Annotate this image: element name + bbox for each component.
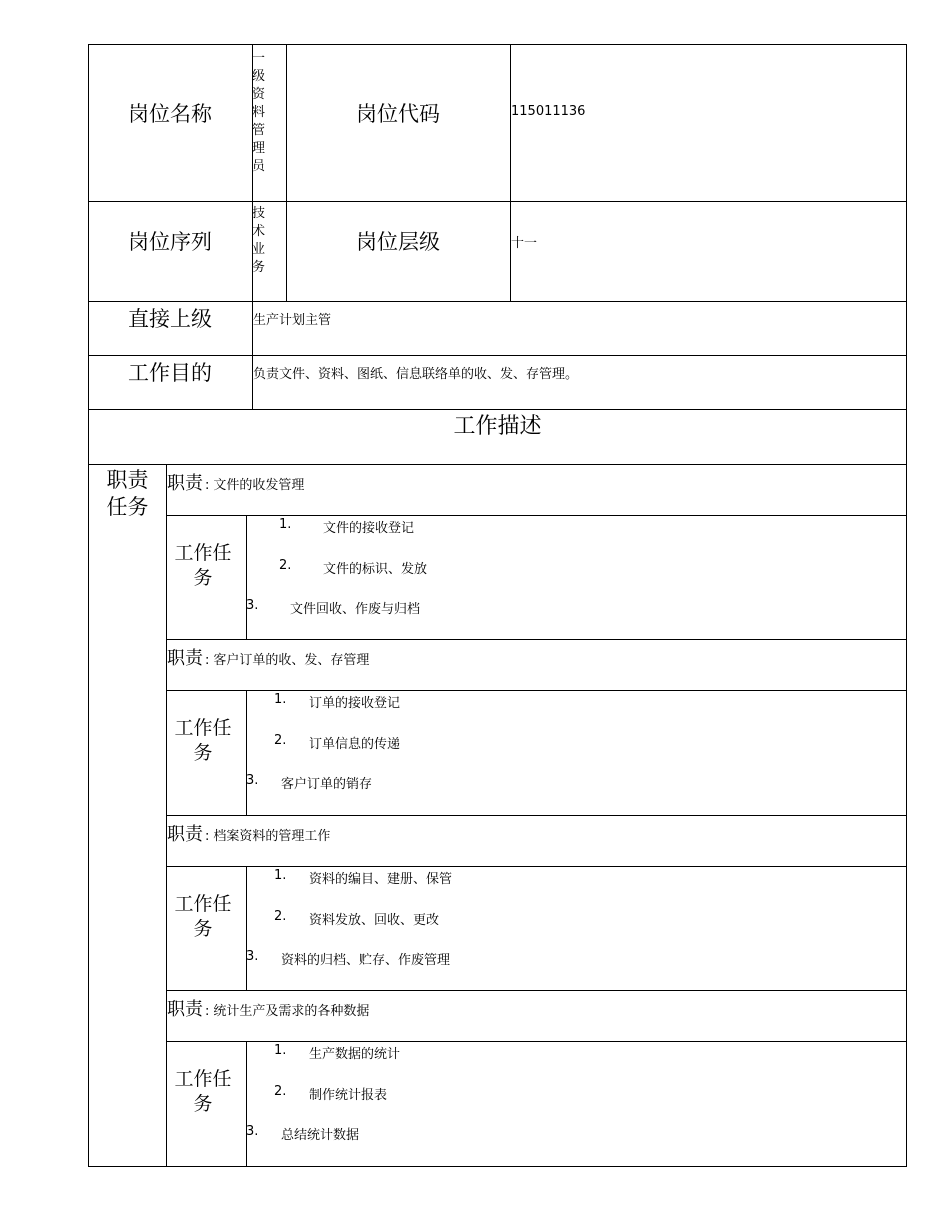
supervisor-value: 生产计划主管 — [253, 313, 332, 328]
responsibility-prefix: 职责 — [167, 824, 203, 845]
responsibility-separator: : — [205, 653, 210, 668]
row-divider — [166, 1041, 907, 1042]
position-name-value: 一级资料管理员 — [252, 51, 266, 174]
row-divider — [166, 515, 907, 516]
task-number: 1. — [274, 1043, 287, 1058]
row-divider — [88, 464, 907, 465]
task-label: 工作任务 — [174, 717, 232, 764]
task-number: 1. — [279, 517, 292, 532]
responsibility-heading — [167, 644, 369, 670]
task-number: 3. — [246, 773, 259, 788]
responsibility-title: 档案资料的管理工作 — [213, 829, 331, 844]
row-divider — [166, 990, 907, 991]
responsibility-title: 文件的收发管理 — [213, 478, 305, 493]
position-level-value: 十一 — [511, 236, 538, 251]
task-number: 3. — [246, 1124, 259, 1139]
task-item: 生产数据的统计 — [309, 1047, 401, 1062]
responsibility-separator: : — [205, 478, 210, 493]
task-item: 文件的标识、发放 — [323, 561, 428, 577]
task-number: 3. — [246, 949, 259, 964]
position-sequence-label: 岗位序列 — [128, 230, 212, 254]
task-item: 制作统计报表 — [309, 1087, 388, 1103]
responsibility-title: 统计生产及需求的各种数据 — [213, 1004, 370, 1019]
purpose-label: 工作目的 — [128, 361, 212, 385]
task-number: 1. — [274, 868, 287, 883]
task-item: 资料发放、回收、更改 — [309, 912, 440, 928]
task-item: 资料的归档、贮存、作废管理 — [281, 953, 451, 968]
task-item: 订单的接收登记 — [309, 696, 401, 711]
col-divider — [246, 1041, 247, 1166]
task-number: 2. — [279, 557, 292, 573]
responsibility-separator: : — [205, 829, 210, 844]
responsibility-prefix: 职责 — [167, 473, 203, 494]
task-item: 文件的接收登记 — [323, 521, 415, 536]
position-name-label: 岗位名称 — [128, 102, 212, 126]
responsibility-heading — [167, 820, 330, 846]
task-item: 订单信息的传递 — [309, 736, 401, 752]
section-title: 工作描述 — [453, 414, 542, 439]
row-divider — [166, 639, 907, 640]
responsibility-separator: : — [205, 1004, 210, 1019]
task-number: 2. — [274, 1083, 287, 1099]
task-item: 文件回收、作废与归档 — [290, 602, 421, 617]
responsibility-prefix: 职责 — [167, 999, 203, 1020]
col-divider — [246, 515, 247, 640]
supervisor-label: 直接上级 — [128, 307, 212, 331]
task-number: 1. — [274, 692, 287, 707]
responsibility-heading — [167, 469, 304, 495]
task-number: 2. — [274, 732, 287, 748]
task-item: 总结统计数据 — [281, 1128, 360, 1143]
task-item: 客户订单的销存 — [281, 777, 373, 792]
col-divider — [510, 44, 511, 302]
position-level-label: 岗位层级 — [356, 230, 440, 254]
col-divider — [246, 866, 247, 991]
position-sequence-value: 技术业务 — [252, 206, 266, 275]
task-label: 工作任务 — [174, 1068, 232, 1115]
responsibilities-side-label: 职责任务 — [106, 468, 149, 519]
position-code-label: 岗位代码 — [356, 102, 440, 126]
responsibility-title: 客户订单的收、发、存管理 — [213, 653, 370, 668]
task-label: 工作任务 — [174, 542, 232, 589]
task-label: 工作任务 — [174, 893, 232, 940]
purpose-value: 负责文件、资料、图纸、信息联络单的收、发、存管理。 — [253, 367, 579, 382]
col-divider — [246, 690, 247, 815]
row-divider — [166, 866, 907, 867]
responsibility-prefix: 职责 — [167, 648, 203, 669]
position-code-value: 115011136 — [511, 104, 586, 119]
responsibility-heading — [167, 995, 369, 1021]
task-item: 资料的编目、建册、保管 — [309, 872, 453, 887]
row-divider — [166, 815, 907, 816]
task-number: 2. — [274, 908, 287, 924]
task-number: 3. — [246, 598, 259, 613]
row-divider — [166, 690, 907, 691]
